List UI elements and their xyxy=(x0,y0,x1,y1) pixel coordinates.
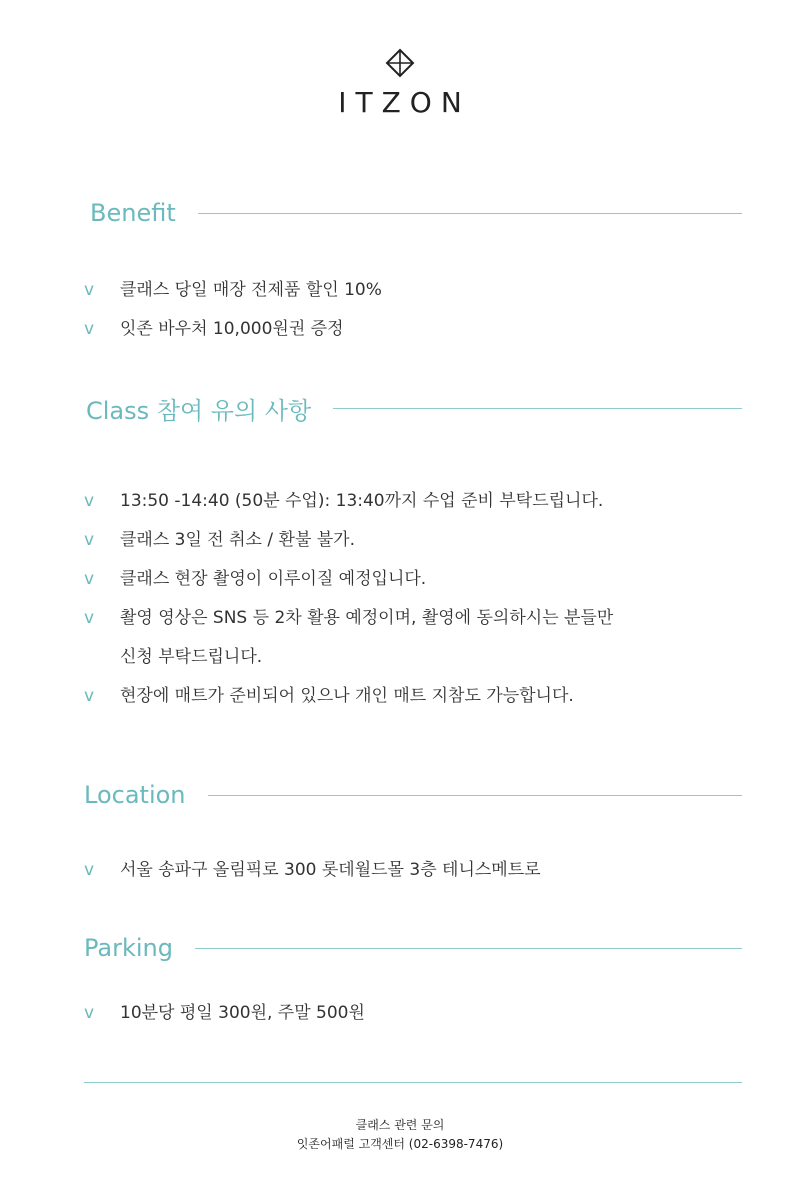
class-title: Class 참여 유의 사항 xyxy=(86,396,312,425)
list-item: v 13:50 -14:40 (50분 수업): 13:40까지 수업 준비 부탁드립니다. xyxy=(84,482,742,521)
check-icon: v xyxy=(84,608,95,628)
check-icon: v xyxy=(84,530,95,550)
brand-name: ITZON xyxy=(338,86,471,119)
check-icon: v xyxy=(84,319,95,339)
parking-header xyxy=(84,930,742,966)
parking-divider xyxy=(195,948,742,949)
list-item: v 클래스 당일 매장 전제품 할인 10% xyxy=(84,271,742,310)
check-icon: v xyxy=(84,1003,95,1023)
location-section xyxy=(84,777,742,880)
benefit-header xyxy=(84,195,742,231)
location-list xyxy=(84,851,742,890)
parking-section xyxy=(84,930,742,1023)
location-header xyxy=(84,777,742,813)
benefit-list xyxy=(84,271,742,349)
location-title: Location xyxy=(84,781,186,809)
footer-divider xyxy=(84,1082,742,1083)
class-section xyxy=(84,390,742,706)
check-icon: v xyxy=(84,280,95,300)
brand-logo xyxy=(0,48,800,119)
class-list xyxy=(84,482,742,716)
list-item: v 잇존 바우처 10,000원권 증정 xyxy=(84,310,742,349)
location-divider xyxy=(208,795,742,796)
list-item: v 10분당 평일 300원, 주말 500원 xyxy=(84,994,742,1033)
benefit-title: Benefit xyxy=(90,199,176,227)
diamond-logo-icon xyxy=(385,48,415,78)
benefit-section xyxy=(84,195,742,339)
class-header xyxy=(84,390,742,426)
check-icon: v xyxy=(84,569,95,589)
footer-inquiry-label: 클래스 관련 문의 xyxy=(355,1118,445,1132)
list-item: v 클래스 3일 전 취소 / 환불 불가. xyxy=(84,521,742,560)
benefit-divider xyxy=(198,213,742,214)
footer-contact: 잇존어패럴 고객센터 (02-6398-7476) xyxy=(296,1137,504,1151)
list-item: v 촬영 영상은 SNS 등 2차 활용 예정이며, 촬영에 동의하시는 분들만 xyxy=(84,599,742,638)
parking-list xyxy=(84,994,742,1033)
parking-title: Parking xyxy=(84,934,173,962)
class-divider xyxy=(333,408,742,409)
check-icon: v xyxy=(84,860,95,880)
check-icon: v xyxy=(84,686,95,706)
list-item: v 클래스 현장 촬영이 이루이질 예정입니다. xyxy=(84,560,742,599)
check-icon: v xyxy=(84,491,95,511)
list-item-continuation: 신청 부탁드립니다. xyxy=(120,647,263,667)
list-item: v 현장에 매트가 준비되어 있으나 개인 매트 지참도 가능합니다. xyxy=(84,677,742,716)
footer xyxy=(0,1116,800,1154)
list-item: v 서울 송파구 올림픽로 300 롯데월드몰 3층 테니스메트로 xyxy=(84,851,742,890)
